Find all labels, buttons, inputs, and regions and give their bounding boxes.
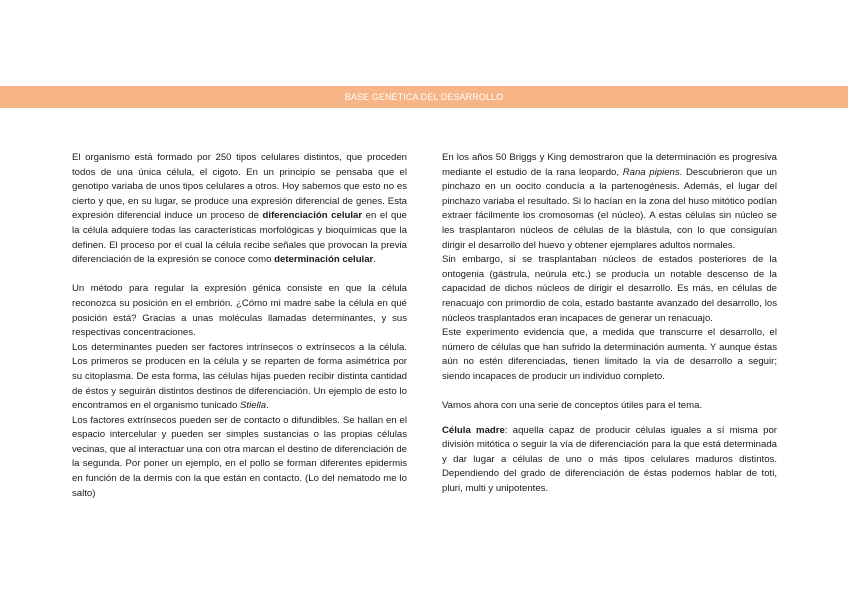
- term-differentiation: diferenciación celular: [262, 210, 363, 222]
- paragraph-experiment-evidence: Este experimento evidencia que, a medida que transcurre el desarrollo, el número de células que han sufrido la determinación aumenta. Y aunque éstas aún no estén diferenciadas, tienen limitado la vía de desarrollo a seguir; siendo incapaces de producir un individuo completo.: [442, 327, 777, 382]
- paragraph-concepts-intro: Vamos ahora con una serie de conceptos útiles para el tema.: [442, 400, 703, 412]
- paragraph-cell-differentiation: El organismo está formado por 250 tipos celulares distintos, que proceden todos de una única célula, el cigoto. En un principio se pensaba que el genotipo variaba de unos tipos celulares a otros. Hoy sabemos que esto no es cierto y que, en su lugar, se produce una expresión diferencial de genes. Esta expresión diferencial induce un proceso de diferenciación celular en el que la célula adquiere todas las características morfológicas y bioquímicas que la definen. El proceso por el cual la célula recibe señales que provocan la previa diferenciación de la expresión se conoce como determinación celular.: [72, 152, 407, 266]
- term-determination: determinación celular: [274, 254, 374, 266]
- paragraph-extrinsic-factors: Los factores extrínsecos pueden ser de contacto o difundibles. Se hallan en el espacio intercelular y pueden ser simples sustancias o las propias células vecinas, que al interactuar una con otra marcan el destino de diferenciación de la segunda. Por poner un ejemplo, en el pollo se forman diferentes epidermis en función de la dermis con la que están en contacto. (Lo del nematodo me lo salto): [72, 414, 407, 499]
- term-stem-cell: Célula madre: [442, 424, 505, 436]
- paragraph-later-stages: Sin embargo, si se trasplantaban núcleos de estados posteriores de la ontogenia (gástrula, neúrula etc.) se producía un notable descenso de la capacidad de dichos núcleos de dirigir el desarrollo. Es más, en células de renacuajo con primordio de cola, estado bastante avanzado del desarrollo, los núcleos trasplantados eran incapaces de generar un renacuajo.: [442, 254, 777, 324]
- term-rana-pipiens: Rana pipiens: [622, 166, 680, 178]
- paragraph-briggs-king: En los años 50 Briggs y King demostraron que la determinación es progresiva mediante el estudio de la rana leopardo, Rana pipiens. Descubrieron que un pinchazo en un oocito conducía a la partenogénesis. Además, el lugar del pinchazo variaba el resultado. Si lo hacían en la zona del huso mitótico podían extraer fácilmente los cromosomas (el núcleo). A estas células sin núcleo se les trasplantaron núcleos de células de la blástula, con lo que consiguían dirigir el desarrollo del huevo y obtener ejemplares adultos normales.: [442, 152, 777, 251]
- paragraph-stem-cell: Célula madre: aquella capaz de producir células iguales a sí misma por división mitótica o seguir la vía de diferenciación para la que está determinada y dar lugar a células de uno o más tipos celulares maduros distintos. Dependiendo del grado de diferenciación de éstas podemos hablar de toti, pluri, multi y unipotentes.: [442, 424, 777, 495]
- right-column: [442, 151, 777, 497]
- section-header: BASE GENÉTICA DEL DESARROLLO: [0, 86, 848, 108]
- paragraph-position: Un método para regular la expresión génica consiste en que la célula reconozca su posición en el embrión. ¿Cómo mi madre sabe la célula en qué posición está? Gracias a unas moléculas llamadas determinantes, y sus respectivas concentraciones.: [72, 283, 407, 339]
- paragraph-determinants: Los determinantes pueden ser factores intrínsecos o extrínsecos a la célula. Los primeros se producen en la célula y se reparten de forma asimétrica por su citoplasma. De esta forma, las células hijas pueden recibir distinta cantidad de éstos y seguirán distintos destinos de diferenciación. Un ejemplo de esto lo encontramos en el organismo tunicado Stiella.: [72, 341, 407, 412]
- left-column: [72, 151, 407, 501]
- term-stiella: Stiella: [240, 400, 267, 412]
